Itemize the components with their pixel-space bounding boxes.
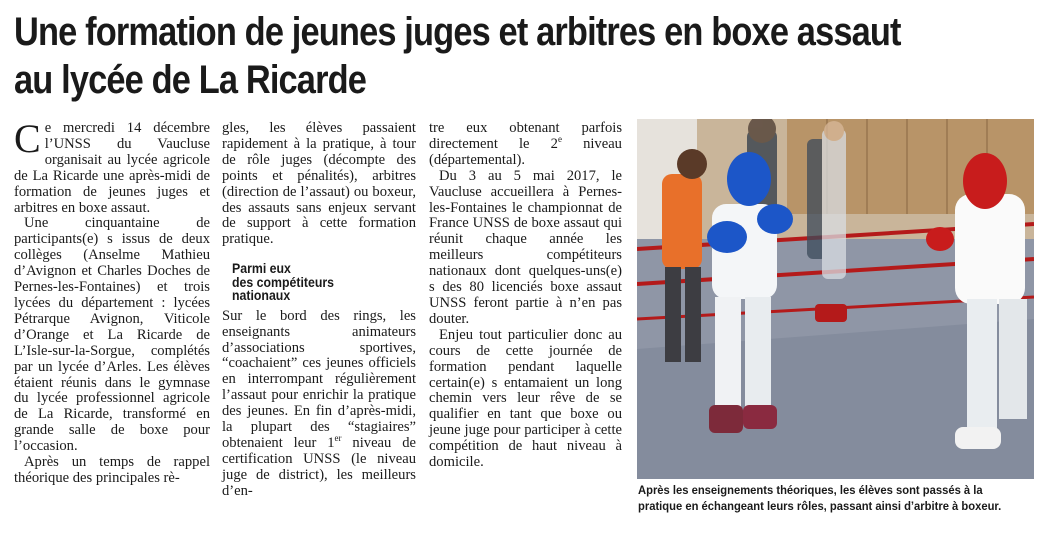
paragraph-text: tre eux obtenant parfois directement le 2 — [429, 120, 622, 152]
gloves-on-floor — [815, 304, 847, 322]
paragraph: Du 3 au 5 mai 2017, le Vaucluse accueillera à Pernes-les-Fontaines le championnat de France UNSS de boxe assaut qui réunit chaque année les meilleurs compétiteurs nationaux dont quelques-uns(e) s des 80 licenciés boxe assaut UNSS feront partie à n’en pas douter. — [429, 167, 622, 327]
boxing-photo — [637, 119, 1034, 479]
drop-cap: C — [14, 116, 41, 161]
article-column-1 — [14, 116, 210, 487]
headline-line-1: Une formation de jeunes juges et arbitres en boxe assaut — [14, 10, 901, 54]
caption-line: pratique en échangeant leurs rôles, passant ainsi d’arbitre à boxeur. — [638, 498, 1002, 513]
subheading-line: des compétiteurs — [232, 273, 335, 290]
paragraph: Enjeu tout particulier donc au cours de cette journée de formation pendant laquelle certain(e) s entamaient un long chemin vers leur rêve de se qualifier en tant que boxe ou jeune juge pour participer à cette compétition de haut niveau à domicile. — [429, 326, 622, 471]
paragraph-text: niveau de certification UNSS (le niveau juge de district), les meilleurs d’en- — [222, 435, 416, 499]
paragraph-text: niveau (départemental). — [429, 135, 622, 168]
subheading-line: nationaux — [232, 287, 291, 304]
boxing-scene-illustration — [637, 119, 1034, 479]
paragraph — [429, 121, 622, 169]
superscript: er — [334, 433, 342, 444]
paragraph: Une cinquantaine de participants(e) s issus de deux collèges (Anselme Mathieu d’Avignon et Charles Doches de Pernes-les-Fontaines) et trois lycées du département : lycées Pétrarque Avignon, Viticole d’Orange et La Ricarde de L’Isle-sur-la-Sorgue, complétés par un lycée d’Arles. Les élèves étaient réunis dans le gymnase du lycée professionnel agricole de La Ricarde, transformé en grande salle de boxe pour l’occasion. — [14, 215, 210, 455]
article-headline — [14, 8, 900, 104]
photo-caption — [638, 483, 1006, 514]
paragraph: Après un temps de rappel théorique des principales rè- — [14, 454, 210, 486]
paragraph-intro — [14, 116, 210, 216]
subheading — [232, 262, 394, 303]
article-column-2 — [222, 121, 416, 500]
article-column-3 — [429, 121, 622, 471]
headline-line-2: au lycée de La Ricarde — [14, 58, 367, 102]
paragraph-text: e mercredi 14 décembre l’UNSS du Vaucluse organisait au lycée agricole de La Ricarde une après-midi de formation de jeunes juges et arbitres en boxe assaut. — [14, 120, 210, 216]
superscript: e — [557, 134, 562, 145]
subheading-line: Parmi eux — [232, 260, 291, 277]
paragraph — [222, 309, 416, 500]
paragraph: gles, les élèves passaient rapidement à la pratique, à tour de rôle juges (décompte des points et pénalités), arbitres (direction de l’assaut) ou boxeur, des assauts sans enjeux servant de support à cette formation pratique. — [222, 120, 416, 248]
caption-line: Après les enseignements théoriques, les élèves sont passés à la — [638, 483, 983, 497]
paragraph-text: Sur le bord des rings, les enseignants animateurs d’associations sportives, “coachaient” ces jeunes officiels en interrompant régulièrement l’assaut pour enrichir la pratique des jeunes. En fin d’après-midi, la plupart des “stagiaires” obtenaient leur 1 — [222, 307, 416, 451]
